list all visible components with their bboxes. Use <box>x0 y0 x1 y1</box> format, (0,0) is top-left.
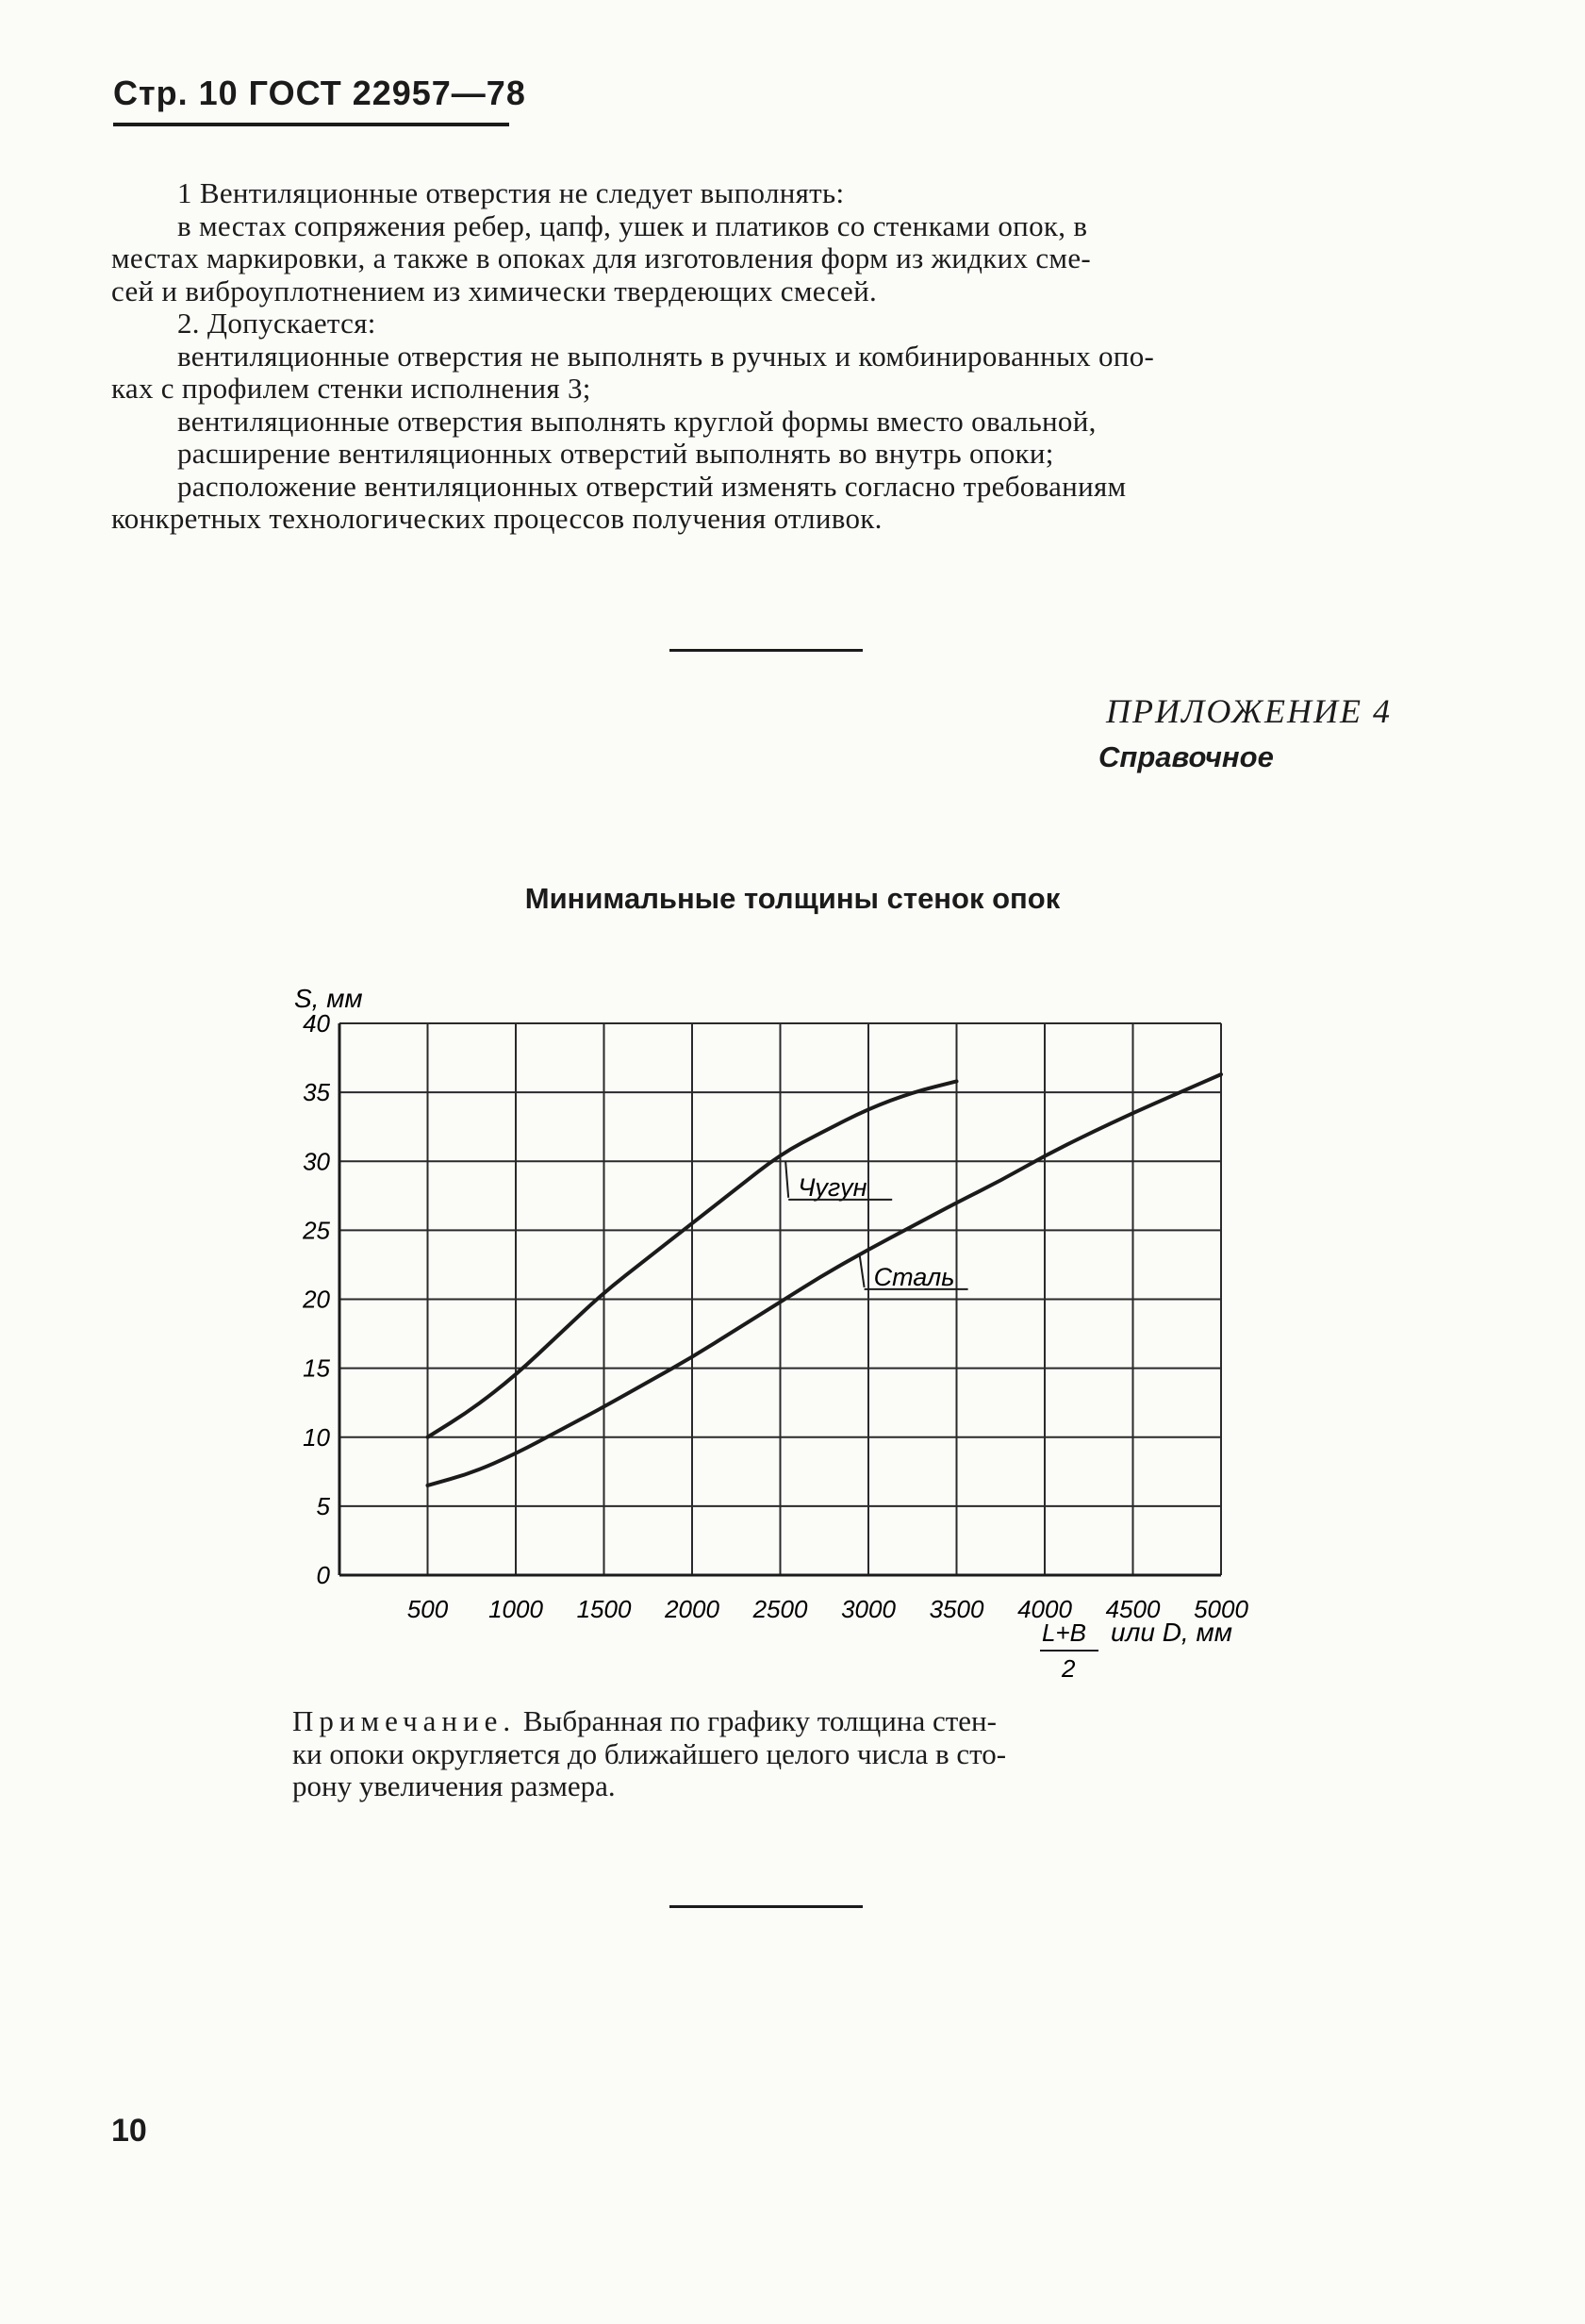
header-rule <box>113 123 509 126</box>
footnote-line: рону увеличения размера. <box>292 1769 616 1802</box>
x-axis-label-denominator: 2 <box>1062 1654 1076 1683</box>
x-tick-label: 4500 <box>1105 1595 1161 1623</box>
y-tick-label: 5 <box>316 1491 330 1520</box>
chart-title: Минимальные толщины стенок опок <box>524 882 1061 915</box>
y-tick-label: 25 <box>303 1216 330 1245</box>
x-tick-label: 2000 <box>665 1595 719 1623</box>
note-line: 1 Вентиляционные отверстия не следует выполнять: <box>177 176 845 209</box>
series-label: Сталь <box>873 1262 955 1291</box>
x-tick-label: 1000 <box>488 1595 543 1623</box>
note-line: конкретных технологических процессов получения отливок. <box>111 502 883 535</box>
y-axis-label: S, мм <box>294 984 363 1013</box>
x-tick-label: 500 <box>406 1595 449 1623</box>
y-tick-label: 20 <box>303 1285 330 1314</box>
note-line: местах маркировки, а также в опоках для изготовления форм из жидких сме- <box>111 241 1092 274</box>
chart-footnote <box>292 1705 1207 1803</box>
appendix-subtitle: Справочное <box>1098 740 1274 773</box>
y-tick-label: 35 <box>303 1078 330 1107</box>
section-separator <box>669 1905 863 1908</box>
appendix-title: ПРИЛОЖЕНИЕ 4 <box>1106 692 1392 730</box>
note-line: в местах сопряжения ребер, цапф, ушек и платиков со стенками опок, в <box>177 208 1088 242</box>
series-label-leader <box>785 1161 788 1198</box>
chart-labels <box>302 1009 1248 1623</box>
y-tick-label: 0 <box>316 1561 330 1589</box>
x-axis-label-suffix: или D, мм <box>1111 1618 1232 1647</box>
note-line: 2. Допускается: <box>177 307 376 340</box>
note-line: расширение вентиляционных отверстий выполнять во внутрь опоки; <box>177 437 1054 470</box>
x-tick-label: 2500 <box>752 1595 808 1623</box>
chart-grid <box>339 1023 1221 1575</box>
x-axis-label-numerator: L+B <box>1042 1618 1086 1647</box>
series-line-1 <box>428 1074 1222 1486</box>
chart-series <box>428 1074 1222 1486</box>
x-tick-label: 3500 <box>929 1595 984 1623</box>
footnote-line: Выбранная по графику толщина стен- <box>522 1704 997 1737</box>
x-tick-label: 4000 <box>1017 1595 1072 1623</box>
section-separator <box>669 649 863 652</box>
y-tick-label: 30 <box>303 1147 330 1176</box>
note-line: расположение вентиляционных отверстий изменять согласно требованиям <box>177 469 1127 503</box>
series-label: Чугун <box>798 1172 867 1202</box>
note-line: вентиляционные отверстия выполнять круглой формы вместо овальной, <box>177 404 1097 438</box>
wall-thickness-chart <box>283 981 1254 1698</box>
y-tick-label: 10 <box>303 1422 330 1452</box>
y-tick-label: 40 <box>303 1009 330 1038</box>
note-line: вентиляционные отверстия не выполнять в ручных и комбинированных опо- <box>177 339 1155 373</box>
page-header: Стр. 10 ГОСТ 22957—78 <box>113 74 526 112</box>
series-label-leader <box>860 1255 865 1287</box>
note-line: ках с профилем стенки исполнения 3; <box>111 372 591 405</box>
x-tick-label: 5000 <box>1194 1595 1248 1623</box>
notes-block <box>111 177 1431 536</box>
x-tick-label: 1500 <box>576 1595 632 1623</box>
page-number: 10 <box>111 2113 147 2149</box>
footnote-lead: Примечание. <box>292 1704 517 1737</box>
note-line: сей и виброуплотнением из химически твердеющих смесей. <box>111 274 878 307</box>
y-tick-label: 15 <box>303 1353 330 1383</box>
x-tick-label: 3000 <box>841 1595 896 1623</box>
footnote-line: ки опоки округляется до ближайшего целого числа в сто- <box>292 1736 1007 1770</box>
